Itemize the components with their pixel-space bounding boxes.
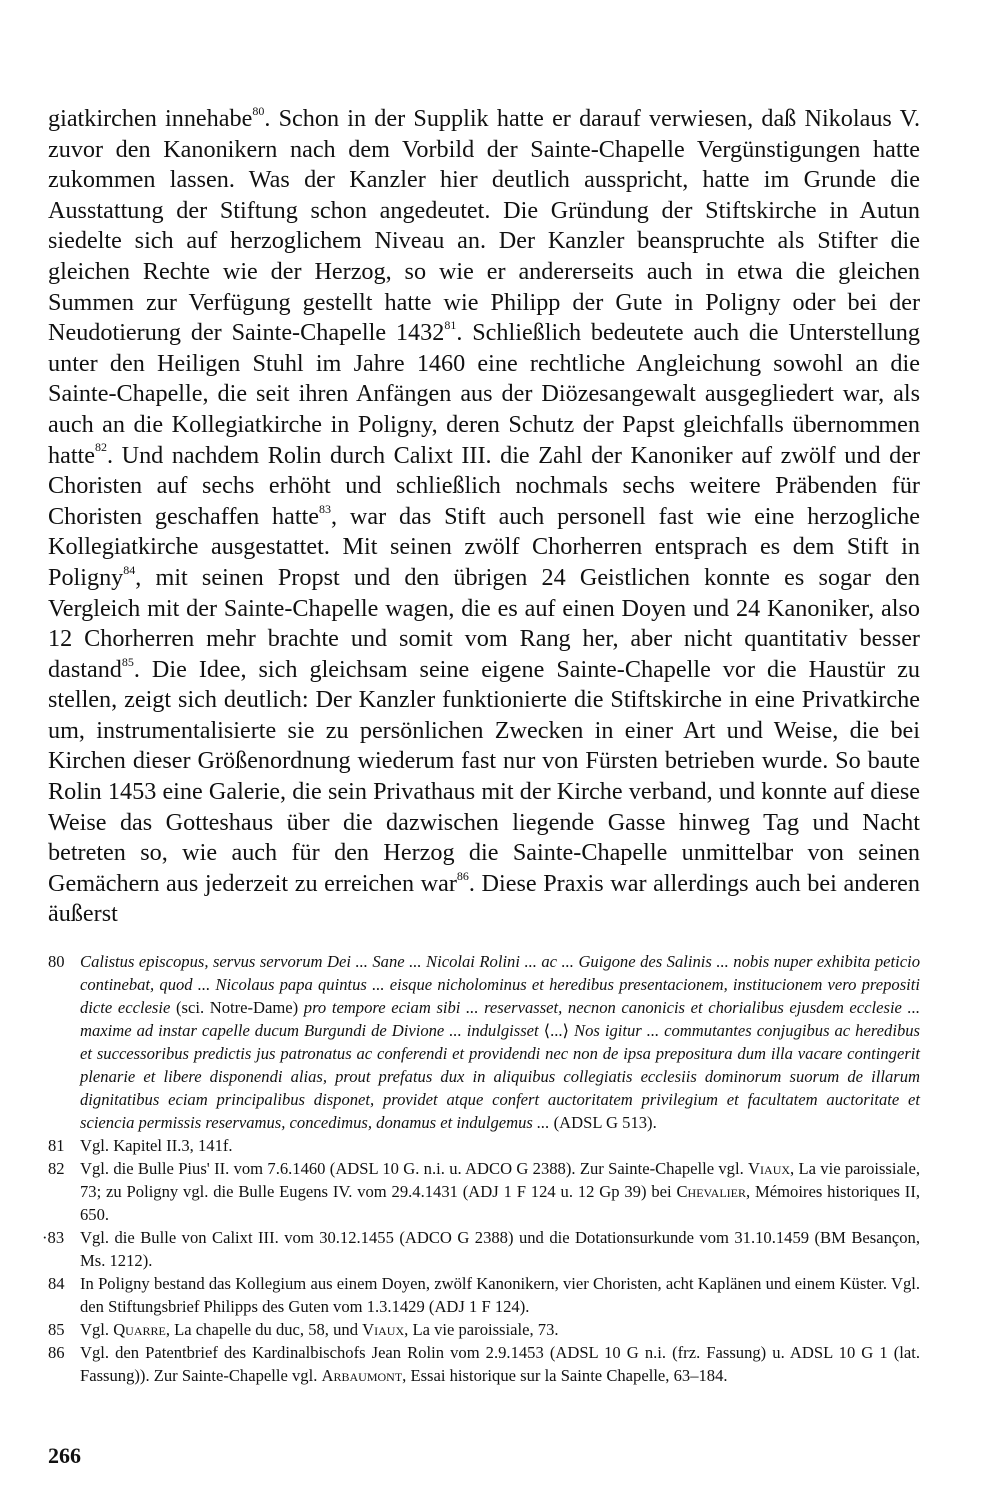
author-name: Viaux <box>362 1320 405 1340</box>
footnote-85 <box>48 1318 920 1341</box>
text-run: Vgl. die Bulle Pius' II. vom 7.6.1460 (ADSL 10 G. n.i. u. ADCO G 2388). Zur Sainte-Chapelle vgl. <box>80 1159 749 1179</box>
footnote-number: 85 <box>48 1320 65 1340</box>
author-name: Viaux <box>748 1159 791 1179</box>
text-run: Vgl. den Patentbrief des Kardinalbischofs Jean Rolin vom 2.9.1453 (ADSL 10 G n.i. (frz. Fassung) u. ADSL 10 G 1 (lat. Fassung)). Zur Sainte-Chapelle vgl. <box>80 1343 920 1386</box>
text-run: ⟨...⟩ <box>538 1021 575 1041</box>
footnote-text: In Poligny bestand das Kollegium aus einem Doyen, zwölf Kanonikern, vier Choristen, acht Kaplänen und einem Küster. Vgl. den Stiftungsbrief Philipps des Guten vom 1.3.1429 (ADJ 1 F 124). <box>80 1274 920 1317</box>
footnote-number: 80 <box>48 952 65 972</box>
main-text <box>48 104 920 930</box>
author-name: Quarre <box>113 1320 166 1340</box>
footnotes <box>42 950 920 1387</box>
author-name: Arbaumont <box>321 1366 403 1386</box>
text-run: . Schließlich bedeutete auch die Unterstellung unter den Heiligen Stuhl im Jahre 1460 eine rechtliche Angleichung sowohl an die Sainte-Chapelle, die seit ihren Anfängen aus der Diözesangewalt ausgegliedert war, als auch an die Kollegiatkirche in Poligny, deren Schutz der Papst gleichfalls übernommen hatte <box>48 319 920 469</box>
footnote-number: ·83 <box>42 1228 65 1248</box>
latin-quote: Nos igitur ... commutantes conjugibus ac heredibus et successoribus predictis jus patronatus ac conferendi et providendi nec non de ipsa prepositura dum illa vacare contingerit plenarie et libere disponendi alias, prout prefatus dux in aliquibus collegiatis ecclesiis dominorum suorum de illarum dignitatibus eciam principalibus disponet, providet atque confert auctoritatem privilegium et facultatem auctoritate et sciencia permissis reservamus, concedimus, donamus et indulgemus ... <box>80 1021 920 1133</box>
footnote-text: Vgl. Kapitel II.3, 141f. <box>80 1136 233 1156</box>
footnote-text <box>80 1318 920 1341</box>
footnote-ref-82[interactable]: 82 <box>95 440 108 455</box>
footnote-number: 82 <box>48 1159 65 1179</box>
text-run: (sci. Notre-Dame) <box>170 998 304 1018</box>
text-run: , La vie paroissiale, 73. <box>404 1320 559 1340</box>
text-run: , La chapelle du duc, 58, und <box>165 1320 363 1340</box>
footnote-82 <box>48 1157 920 1226</box>
text-run: Vgl. <box>80 1320 114 1340</box>
footnote-ref-83[interactable]: 83 <box>319 501 332 516</box>
text-run: (ADSL G 513). <box>549 1113 657 1133</box>
footnote-text <box>80 1157 920 1226</box>
footnote-83 <box>42 1226 920 1272</box>
footnote-text <box>80 950 920 1134</box>
text-run: , Mémoires historiques II, 650. <box>80 1182 920 1225</box>
footnote-81 <box>48 1134 920 1157</box>
text-run: , war das Stift auch personell fast wie eine herzogliche Kollegiatkirche ausgestattet. Mit seinen zwölf Chorherren entsprach es dem Stift in Poligny <box>48 502 921 591</box>
text-run: . Und nachdem Rolin durch Calixt III. die Zahl der Kanoniker auf zwölf und der Choristen auf sechs erhöht und schließlich nochmals sechs weitere Präbenden für Choristen geschaffen hatte <box>48 441 920 530</box>
latin-quote: Calistus episcopus, servus servorum Dei ... Sane ... Nicolai Rolini ... ac ... Guigone des Salinis ... nobis nuper exhibita peticio continebat, quod ... Nicolaus papa quintus ... eisque nicholominus et heredibus presentacionem, institucionem vero prepositi dicte ecclesie <box>80 952 920 1018</box>
text-run: . Die Idee, sich gleichsam seine eigene Sainte-Chapelle vor die Haustür zu stellen, zeigt sich deutlich: Der Kanzler funktionierte die Stiftskirche in eine Privatkirche um, instrumentalisierte sie zu persönlichen Zwecken in einer Art und Weise, die bei Kirchen dieser Größenordnung wiederum fast nur von Fürsten betrieben wurde. So baute Rolin 1453 eine Galerie, die sein Privathaus mit der Kirche verband, und konnte auf diese Weise das Gotteshaus über die dazwischen liegende Gasse hinweg Tag und Nacht betreten so, wie auch für den Herzog die Sainte-Chapelle unmittelbar von seinen Gemächern aus jederzeit zu erreichen war <box>48 655 920 897</box>
footnote-ref-81[interactable]: 81 <box>444 318 457 333</box>
author-name: Chevalier <box>676 1182 746 1202</box>
text-run: , Essai historique sur la Sainte Chapelle, 63–184. <box>402 1366 728 1386</box>
text-run: . Diese Praxis war allerdings auch bei anderen äußerst <box>48 869 920 928</box>
text-run: , mit seinen Propst und den übrigen 24 Geistlichen konnte es sogar den Vergleich mit der Sainte-Chapelle wagen, die es auf einen Doyen und 24 Kanoniker, also 12 Chorherren mehr brachte und somit vom Rang her, aber nicht quantitativ besser dastand <box>48 563 920 683</box>
footnote-text: Vgl. die Bulle von Calixt III. vom 30.12.1455 (ADCO G 2388) und die Dotationsurkunde vom 31.10.1459 (BM Besançon, Ms. 1212). <box>80 1228 920 1271</box>
footnote-86 <box>48 1341 920 1387</box>
footnote-text <box>80 1341 920 1387</box>
footnote-ref-85[interactable]: 85 <box>121 654 134 669</box>
footnote-ref-84[interactable]: 84 <box>123 562 136 577</box>
footnote-number: 81 <box>48 1136 65 1156</box>
page <box>42 103 921 1387</box>
text-run: giatkirchen innehabe <box>48 105 253 132</box>
footnote-80 <box>48 950 920 1134</box>
text-run: , La vie paroissiale, 73; zu Poligny vgl. die Bulle Eugens IV. vom 29.4.1431 (ADJ 1 F 124 u. 12 Gp 39) bei <box>80 1159 920 1202</box>
footnote-84 <box>48 1272 920 1318</box>
footnote-ref-86[interactable]: 86 <box>456 868 469 883</box>
text-run: . Schon in der Supplik hatte er darauf verwiesen, daß Nikolaus V. zuvor den Kanonikern nach dem Vorbild der Sainte-Chapelle Vergünstigungen hatte zukommen lassen. Was der Kanzler hier deutlich ausspricht, hatte im Grunde die Ausstattung der Stiftung schon angedeutet. Die Gründung der Stiftskirche in Autun siedelte sich auf herzoglichem Niveau an. Der Kanzler beanspruchte als Stifter die gleichen Rechte wie der Herzog, so wie er andererseits auch in etwa die gleichen Summen zur Verfügung gestellt hatte wie Philipp der Gute in Poligny oder bei der Neudotierung der Sainte-Chapelle 1432 <box>48 105 920 347</box>
footnote-ref-80[interactable]: 80 <box>252 103 265 118</box>
page-number: 266 <box>48 1443 81 1468</box>
footnote-number: 86 <box>48 1343 65 1363</box>
footnote-number: 84 <box>48 1274 65 1294</box>
latin-quote: pro tempore eciam sibi ... reservasset, necnon canonicis et chorialibus ejusdem ecclesie ... maxime ad instar capelle ducum Burgundi de Divione ... indulgisset <box>80 998 920 1041</box>
